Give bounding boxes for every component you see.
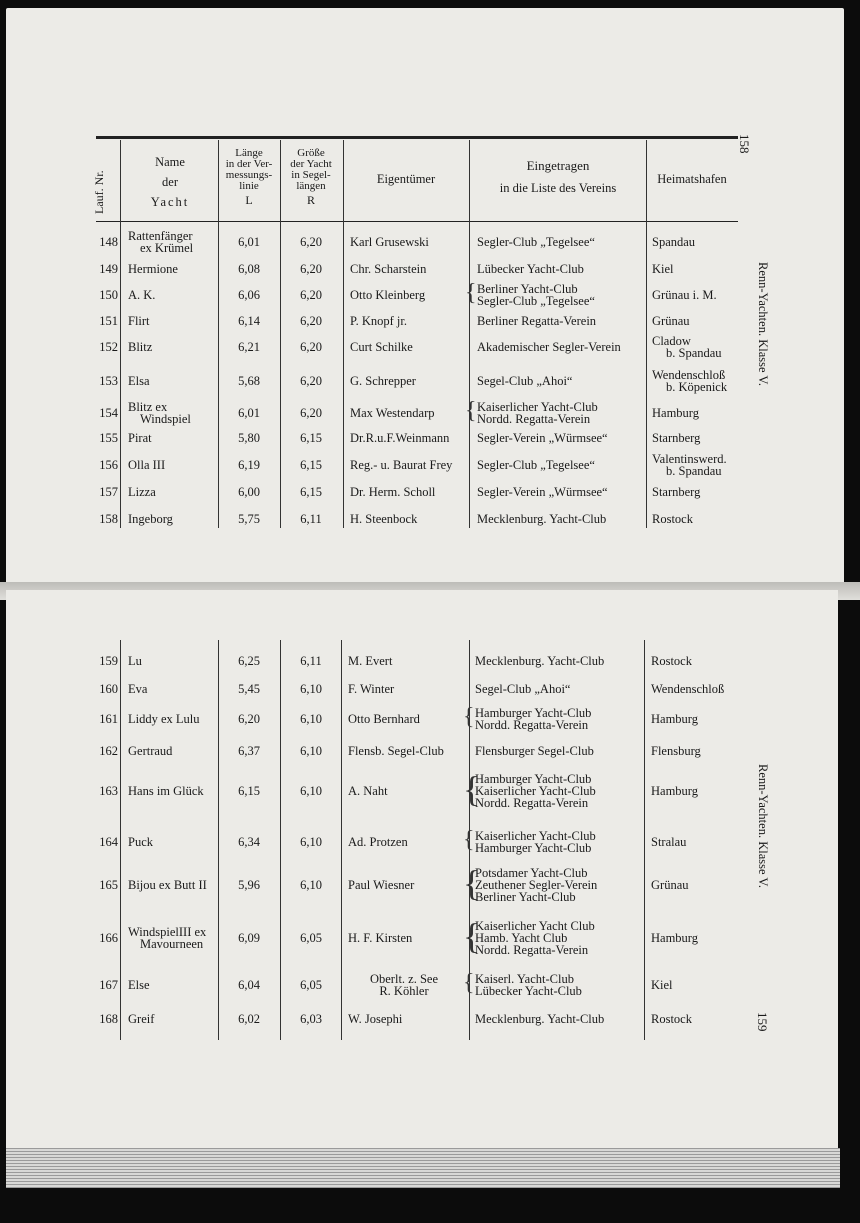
row-number: 159 <box>99 654 118 668</box>
club-name: Zeuthener Segler-Verein <box>475 878 598 892</box>
length-value: 6,06 <box>238 288 260 302</box>
home-port: Starnberg <box>652 485 701 499</box>
home-port: Rostock <box>652 512 693 526</box>
page-number-159: 159 <box>755 1012 770 1032</box>
sail-value: 6,03 <box>300 1012 322 1026</box>
club-name: Hamburger Yacht-Club <box>475 841 592 855</box>
sail-value: 6,10 <box>300 835 322 849</box>
home-port: Grünau <box>651 878 689 892</box>
sail-value: 6,20 <box>300 406 322 420</box>
home-port: Kiel <box>652 262 674 276</box>
length-value: 6,37 <box>238 744 260 758</box>
brace-mark: { <box>463 769 481 809</box>
club-name: Segler-Club „Tegelsee“ <box>477 294 595 308</box>
owner-name: Ad. Protzen <box>348 835 408 849</box>
club-name: Segler-Club „Tegelsee“ <box>477 458 595 472</box>
owner-name: Curt Schilke <box>350 340 413 354</box>
row-number: 168 <box>99 1012 118 1026</box>
row-number: 150 <box>99 288 118 302</box>
yacht-name: Eva <box>128 682 148 696</box>
header-registered <box>470 160 646 194</box>
yacht-name: Blitz <box>128 340 153 354</box>
sail-value: 6,05 <box>300 931 322 945</box>
owner-name: Karl Grusewski <box>350 235 429 249</box>
brace-mark: { <box>463 704 475 730</box>
yacht-name: A. K. <box>128 288 156 302</box>
owner-name: Dr.R.u.F.Weinmann <box>350 431 450 445</box>
length-value: 5,68 <box>238 374 260 388</box>
header-name-line2: der <box>162 175 178 189</box>
header-sail-l4: längen <box>296 180 326 192</box>
header-bottom-rule <box>96 221 738 222</box>
owner-name: R. Köhler <box>379 984 429 998</box>
running-title-bottom: Renn-Yachten. Klasse V. <box>756 764 770 888</box>
header-sail-l1: Größe <box>297 147 325 159</box>
length-value: 6,00 <box>238 485 260 499</box>
home-port: Wendenschloß <box>652 368 726 382</box>
header-sail-l3: in Segel- <box>291 169 331 181</box>
owner-name: Reg.- u. Baurat Frey <box>350 458 453 472</box>
club-name: Hamburger Yacht-Club <box>475 706 592 720</box>
club-name: Hamburger Yacht-Club <box>475 772 592 786</box>
length-value: 6,08 <box>238 262 260 276</box>
club-name: Berliner Yacht-Club <box>477 282 578 296</box>
length-value: 6,04 <box>238 978 260 992</box>
club-name: Segel-Club „Ahoi“ <box>475 682 571 696</box>
yacht-name: Liddy ex Lulu <box>128 712 200 726</box>
club-name: Segel-Club „Ahoi“ <box>477 374 573 388</box>
bottom-page <box>6 590 838 1148</box>
yacht-name: Ingeborg <box>128 512 173 526</box>
sail-value: 6,15 <box>300 485 322 499</box>
owner-name: Otto Kleinberg <box>350 288 426 302</box>
home-port: Rostock <box>651 654 692 668</box>
owner-name: Max Westendarp <box>350 406 435 420</box>
club-name: Mecklenburg. Yacht-Club <box>475 654 605 668</box>
length-value: 6,14 <box>238 314 260 328</box>
home-port: Cladow <box>652 334 691 348</box>
length-value: 5,45 <box>238 682 260 696</box>
yacht-name: Hans im Glück <box>128 784 204 798</box>
row-number: 158 <box>99 512 118 526</box>
brace-mark: { <box>463 970 475 996</box>
club-name: Segler-Verein „Würmsee“ <box>477 431 608 445</box>
club-name: Hamb. Yacht Club <box>475 931 568 945</box>
sail-value: 6,15 <box>300 431 322 445</box>
yacht-name: Bijou ex Butt II <box>128 878 207 892</box>
home-port: Rostock <box>651 1012 692 1026</box>
vrule-top-1 <box>120 140 121 528</box>
row-number: 156 <box>99 458 118 472</box>
home-port: Spandau <box>652 235 696 249</box>
club-name: Nordd. Regatta-Verein <box>477 412 591 426</box>
running-title-top: Renn-Yachten. Klasse V. <box>756 262 770 386</box>
page-edges <box>6 1148 840 1188</box>
home-port: Hamburg <box>651 712 698 726</box>
club-name: Nordd. Regatta-Verein <box>475 718 589 732</box>
owner-name: Otto Bernhard <box>348 712 420 726</box>
vrule-top-4 <box>343 140 344 528</box>
club-name: Kaiserlicher Yacht-Club <box>477 400 598 414</box>
vrule-bot-6 <box>644 640 645 1040</box>
length-value: 5,80 <box>238 431 260 445</box>
yacht-name: Mavourneen <box>140 937 204 951</box>
brace-mark: { <box>465 280 477 306</box>
home-port: Stralau <box>651 835 687 849</box>
owner-name: Flensb. Segel-Club <box>348 744 444 758</box>
sail-value: 6,20 <box>300 340 322 354</box>
row-number: 148 <box>99 235 118 249</box>
club-name: Akademischer Segler-Verein <box>477 340 621 354</box>
yacht-name: WindspielIII ex <box>128 925 207 939</box>
home-port: Kiel <box>651 978 673 992</box>
owner-name: Oberlt. z. See <box>369 972 439 986</box>
length-value: 6,34 <box>238 835 260 849</box>
length-value: 6,09 <box>238 931 260 945</box>
yacht-name: Else <box>128 978 150 992</box>
vrule-bot-1 <box>120 640 121 1040</box>
row-number: 155 <box>99 431 118 445</box>
length-value: 6,01 <box>238 406 260 420</box>
header-length-l1: Länge <box>235 147 263 159</box>
header-sail-l2: der Yacht <box>290 158 332 170</box>
club-name: Nordd. Regatta-Verein <box>475 943 589 957</box>
sail-value: 6,10 <box>300 712 322 726</box>
home-port: Wendenschloß <box>651 682 725 696</box>
header-sail <box>280 148 342 206</box>
home-port: Grünau i. M. <box>652 288 717 302</box>
yacht-name: Rattenfänger <box>128 229 193 243</box>
home-port: Flensburg <box>651 744 701 758</box>
header-length-l5: L <box>245 193 253 207</box>
row-number: 165 <box>99 878 118 892</box>
length-value: 6,21 <box>238 340 260 354</box>
row-number: 161 <box>99 712 118 726</box>
sail-value: 6,10 <box>300 878 322 892</box>
header-sail-l5: R <box>306 193 315 207</box>
sail-value: 6,20 <box>300 374 322 388</box>
length-value: 6,02 <box>238 1012 260 1026</box>
length-value: 6,20 <box>238 712 260 726</box>
row-number: 167 <box>99 978 118 992</box>
length-value: 5,96 <box>238 878 260 892</box>
vrule-top-6 <box>646 140 647 528</box>
club-name: Segler-Verein „Würmsee“ <box>477 485 608 499</box>
brace-mark: { <box>463 827 475 853</box>
yacht-name: Lizza <box>128 485 156 499</box>
header-length <box>218 148 280 206</box>
length-value: 6,19 <box>238 458 260 472</box>
yacht-name: Elsa <box>128 374 150 388</box>
sail-value: 6,05 <box>300 978 322 992</box>
owner-name: M. Evert <box>348 654 393 668</box>
top-rule <box>96 136 738 139</box>
sail-value: 6,10 <box>300 744 322 758</box>
header-length-l4: linie <box>239 180 259 192</box>
row-number: 166 <box>99 931 118 945</box>
row-number: 157 <box>99 485 118 499</box>
home-port: Hamburg <box>651 931 698 945</box>
yacht-name: Greif <box>128 1012 155 1026</box>
club-name: Berliner Yacht-Club <box>475 890 576 904</box>
yacht-name: Lu <box>128 654 142 668</box>
club-name: Kaiserlicher Yacht-Club <box>475 829 596 843</box>
owner-name: Chr. Scharstein <box>350 262 427 276</box>
yacht-name: Olla III <box>128 458 166 472</box>
club-name: Kaiserlicher Yacht Club <box>475 919 595 933</box>
row-number: 163 <box>99 784 118 798</box>
sail-value: 6,10 <box>300 784 322 798</box>
row-number: 154 <box>99 406 118 420</box>
owner-name: F. Winter <box>348 682 395 696</box>
owner-name: G. Schrepper <box>350 374 416 388</box>
sail-value: 6,11 <box>300 654 322 668</box>
length-value: 6,01 <box>238 235 260 249</box>
home-port: Hamburg <box>651 784 698 798</box>
club-name: Lübecker Yacht-Club <box>477 262 584 276</box>
brace-mark: { <box>463 863 481 903</box>
row-number: 153 <box>99 374 118 388</box>
yacht-name: Hermione <box>128 262 178 276</box>
owner-name: P. Knopf jr. <box>350 314 407 328</box>
sail-value: 6,20 <box>300 235 322 249</box>
owner-name: A. Naht <box>348 784 388 798</box>
yacht-name: Flirt <box>128 314 150 328</box>
club-name: Kaiserlicher Yacht-Club <box>475 784 596 798</box>
club-name: Kaiserl. Yacht-Club <box>475 972 574 986</box>
sail-value: 6,10 <box>300 682 322 696</box>
header-name-line1: Name <box>155 155 185 169</box>
owner-name: Paul Wiesner <box>348 878 415 892</box>
row-number: 152 <box>99 340 118 354</box>
row-number: 149 <box>99 262 118 276</box>
sail-value: 6,11 <box>300 512 322 526</box>
header-port: Heimatshafen <box>657 172 727 186</box>
header-length-l3: messungs- <box>225 169 273 181</box>
length-value: 5,75 <box>238 512 260 526</box>
yacht-name: Puck <box>128 835 153 849</box>
home-port: Hamburg <box>652 406 699 420</box>
home-port: b. Köpenick <box>666 380 728 394</box>
header-length-l2: in der Ver- <box>225 158 273 170</box>
length-value: 6,25 <box>238 654 260 668</box>
yacht-name: Windspiel <box>140 412 191 426</box>
club-name: Mecklenburg. Yacht-Club <box>477 512 607 526</box>
row-number: 151 <box>99 314 118 328</box>
header-owner: Eigentümer <box>376 172 436 186</box>
brace-mark: { <box>463 916 481 956</box>
page-number-158: 158 <box>737 134 752 154</box>
owner-name: H. F. Kirsten <box>348 931 413 945</box>
home-port: b. Spandau <box>666 464 722 478</box>
owner-name: Dr. Herm. Scholl <box>350 485 436 499</box>
vrule-top-5 <box>469 140 470 528</box>
sail-value: 6,15 <box>300 458 322 472</box>
header-registered-l1: Eingetragen <box>526 158 590 173</box>
club-name: Lübecker Yacht-Club <box>475 984 582 998</box>
length-value: 6,15 <box>238 784 260 798</box>
header-name <box>122 155 218 210</box>
row-number: 162 <box>99 744 118 758</box>
home-port: Grünau <box>652 314 690 328</box>
header-lauf-nr: Lauf. Nr. <box>92 170 106 214</box>
club-name: Flensburger Segel-Club <box>475 744 594 758</box>
home-port: b. Spandau <box>666 346 722 360</box>
row-number: 164 <box>99 835 118 849</box>
club-name: Berliner Regatta-Verein <box>477 314 597 328</box>
header-name-line3: Yacht <box>150 195 190 209</box>
yacht-name: ex Krümel <box>140 241 194 255</box>
home-port: Starnberg <box>652 431 701 445</box>
brace-mark: { <box>465 398 477 424</box>
club-name: Mecklenburg. Yacht-Club <box>475 1012 605 1026</box>
home-port: Valentinswerd. <box>652 452 727 466</box>
club-name: Nordd. Regatta-Verein <box>475 796 589 810</box>
sail-value: 6,20 <box>300 288 322 302</box>
yacht-name: Gertraud <box>128 744 173 758</box>
club-name: Segler-Club „Tegelsee“ <box>477 235 595 249</box>
yacht-name: Pirat <box>128 431 152 445</box>
owner-name: H. Steenbock <box>350 512 418 526</box>
owner-name: W. Josephi <box>348 1012 403 1026</box>
yacht-name: Blitz ex <box>128 400 168 414</box>
sail-value: 6,20 <box>300 262 322 276</box>
row-number: 160 <box>99 682 118 696</box>
club-name: Potsdamer Yacht-Club <box>475 866 588 880</box>
header-registered-l2: in die Liste des Vereins <box>499 181 617 195</box>
sail-value: 6,20 <box>300 314 322 328</box>
